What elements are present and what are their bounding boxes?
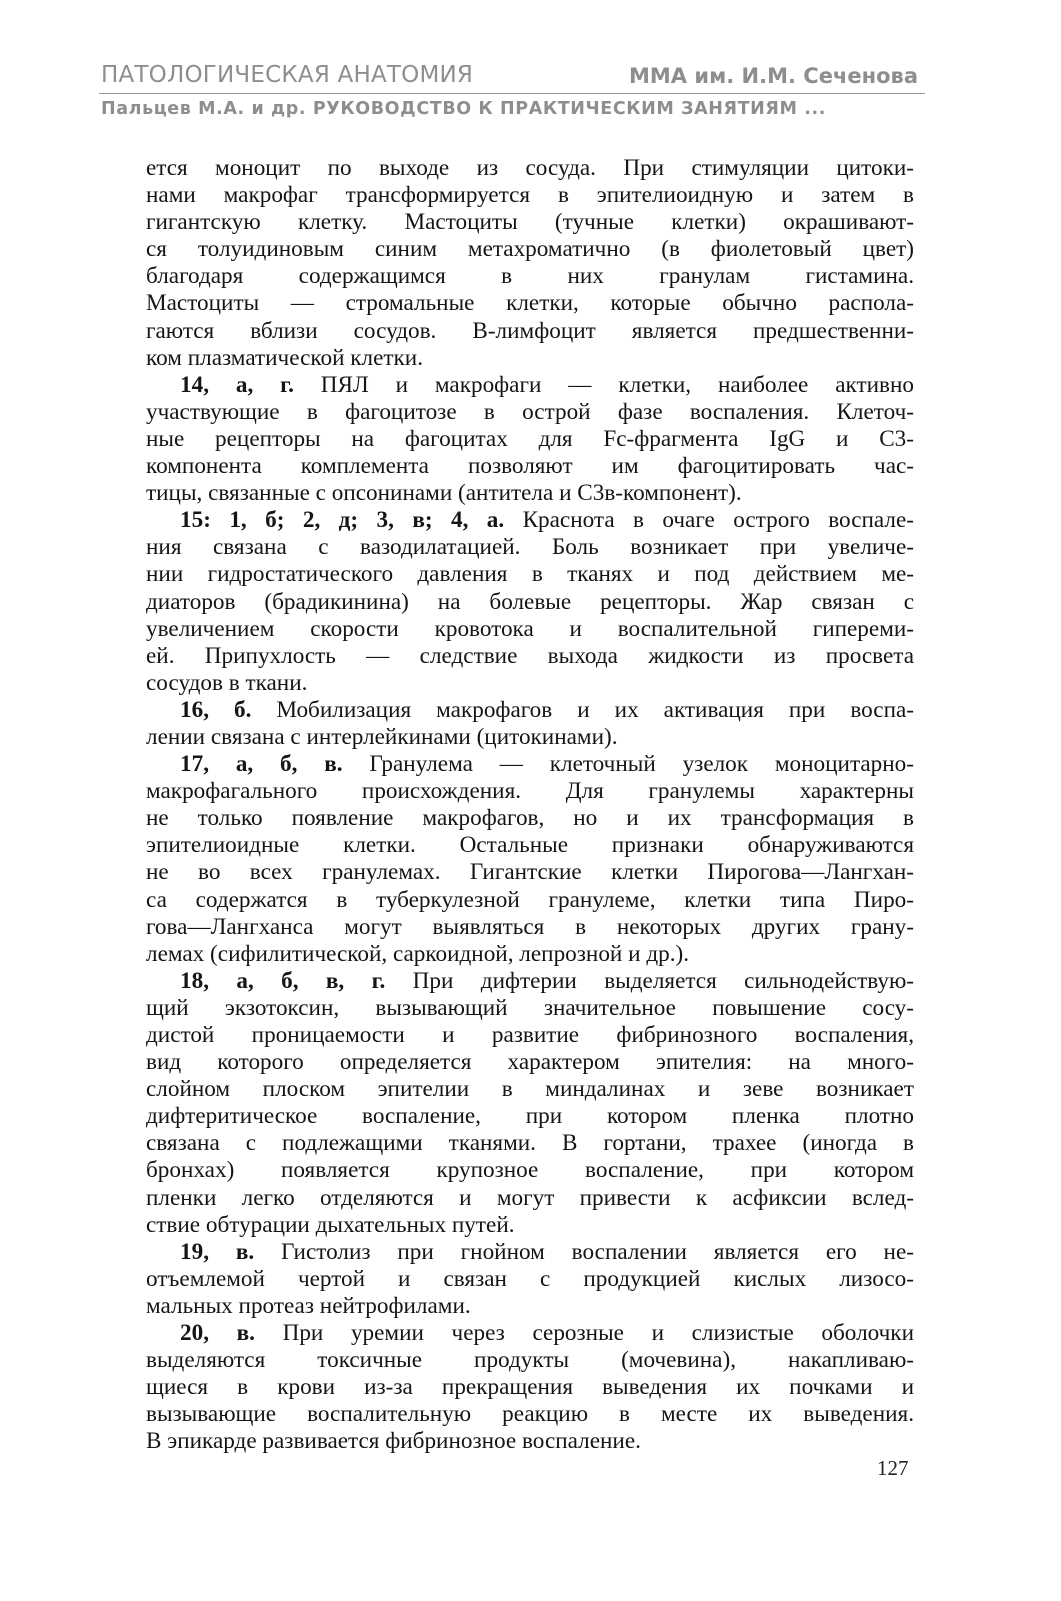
answer-first-line	[146, 697, 914, 724]
answer-label: 15: 1, б; 2, д; 3, в; 4, а.	[180, 507, 505, 534]
answer-first-line	[146, 507, 914, 534]
answer-line: участвующие в фагоцитозе в острой фазе воспаления. Клеточ-	[146, 398, 914, 425]
continuation-line: ся толуидиновым синим метахроматично (в фиолетовый цвет)	[146, 236, 914, 263]
answer-line: макрофагального происхождения. Для гранулемы характерны	[146, 778, 914, 805]
continuation-line: нами макрофаг трансформируется в эпителиоидную и затем в	[146, 182, 914, 209]
answer-text: Мобилизация макрофагов и их активация при воспа-	[251, 696, 915, 723]
answer-line: диаторов (брадикинина) на болевые рецепторы. Жар связан с	[146, 588, 914, 615]
answer-first-line	[146, 968, 914, 995]
answer-text: При дифтерии выделяется сильнодействую-	[385, 967, 914, 994]
running-header-subtitle: Пальцев М.А. и др. РУКОВОДСТВО К ПРАКТИЧЕСКИМ ЗАНЯТИЯМ ...	[101, 99, 826, 119]
answer-label: 16, б.	[180, 696, 252, 723]
answer-line: слойном плоском эпителии в миндалинах и зеве возникает	[146, 1076, 914, 1103]
answer-line: В эпикарде развивается фибринозное воспаление.	[146, 1428, 641, 1455]
answer-label: 20, в.	[180, 1320, 255, 1347]
answer-line: нии гидростатического давления в тканях и под действием ме-	[146, 561, 914, 588]
body-text	[146, 155, 914, 1456]
continuation-line: благодаря содержащимся в них гранулам гистамина.	[146, 263, 914, 290]
continuation-line: ком плазматической клетки.	[146, 344, 424, 371]
continuation-line: гигантскую клетку. Мастоциты (тучные клетки) окрашивают-	[146, 209, 914, 236]
answer-line: компонента комплемента позволяют им фагоцитировать час-	[146, 453, 914, 480]
answer-line: са содержатся в туберкулезной гранулеме, клетки типа Пиро-	[146, 886, 914, 913]
answer-line: щиеся в крови из-за прекращения выведения их почками и	[146, 1374, 914, 1401]
answer-line: ей. Припухлость — следствие выхода жидкости из просвета	[146, 642, 914, 669]
answer-text: Гистолиз при гнойном воспалении является его не-	[254, 1238, 914, 1265]
answer-label: 18, а, б, в, г.	[180, 967, 386, 994]
answer-line: щий экзотоксин, вызывающий значительное повышение сосу-	[146, 994, 914, 1021]
answer-line: вид которого определяется характером эпителия: на много-	[146, 1049, 914, 1076]
answer-text: Гранулема — клеточный узелок моноцитарно-	[342, 751, 914, 778]
page-number: 127	[877, 1456, 909, 1480]
answer-line: не во всех гранулемах. Гигантские клетки Пирогова—Лангхан-	[146, 859, 914, 886]
answer-line: отъемлемой чертой и связан с продукцией кислых лизосо-	[146, 1265, 914, 1292]
answer-line: эпителиоидные клетки. Остальные признаки обнаруживаются	[146, 832, 914, 859]
answer-line: пленки легко отделяются и могут привести к асфиксии вслед-	[146, 1184, 914, 1211]
answer-text: ПЯЛ и макрофаги — клетки, наиболее активно	[293, 371, 914, 398]
answer-line: лении связана с интерлейкинами (цитокинами).	[146, 723, 618, 750]
answer-line: дистой проницаемости и развитие фибринозного воспаления,	[146, 1022, 914, 1048]
answer-text: При уремии через серозные и слизистые оболочки	[254, 1320, 914, 1347]
answer-first-line	[146, 751, 914, 778]
answer-first-line	[146, 1239, 914, 1266]
running-header-institution: ММА им. И.М. Сеченова	[629, 64, 918, 88]
header-divider	[99, 93, 925, 94]
answer-line: гова—Лангханса могут выявляться в некоторых других грану-	[146, 913, 914, 940]
running-header-title: ПАТОЛОГИЧЕСКАЯ АНАТОМИЯ	[101, 62, 474, 88]
continuation-line: Мастоциты — стромальные клетки, которые обычно распола-	[146, 290, 914, 317]
continuation-line: гаются вблизи сосудов. В-лимфоцит является предшественни-	[146, 317, 914, 344]
answer-line: выделяются токсичные продукты (мочевина), накапливаю-	[146, 1347, 914, 1374]
answer-line: ния связана с вазодилатацией. Боль возникает при увеличе-	[146, 534, 914, 561]
answer-text: Краснота в очаге острого воспале-	[504, 507, 915, 534]
continuation-line: ется моноцит по выходе из сосуда. При стимуляции цитоки-	[146, 155, 914, 181]
answer-first-line	[146, 1320, 914, 1347]
answer-line: сосудов в ткани.	[146, 669, 308, 696]
answer-line: ствие обтурации дыхательных путей.	[146, 1211, 515, 1238]
answer-line: дифтеритическое воспаление, при котором пленка плотно	[146, 1103, 914, 1130]
answer-line: увеличением скорости кровотока и воспалительной гипереми-	[146, 615, 914, 642]
answer-line: не только появление макрофагов, но и их трансформация в	[146, 805, 914, 832]
answer-first-line	[146, 372, 914, 399]
answer-line: связана с подлежащими тканями. В гортани, трахее (иногда в	[146, 1130, 914, 1157]
answer-line: мальных протеаз нейтрофилами.	[146, 1292, 471, 1319]
answer-line: бронхах) появляется крупозное воспаление, при котором	[146, 1157, 914, 1184]
answer-line: тицы, связанные с опсонинами (антитела и С3в-компонент).	[146, 480, 742, 507]
answer-line: лемах (сифилитической, саркоидной, лепрозной и др.).	[146, 940, 690, 967]
answer-line: вызывающие воспалительную реакцию в месте их выведения.	[146, 1401, 914, 1428]
answer-label: 14, а, г.	[180, 371, 294, 398]
answer-line: ные рецепторы на фагоцитах для Fc-фрагмента IgG и С3-	[146, 425, 914, 452]
answer-label: 17, а, б, в.	[180, 751, 343, 778]
answer-label: 19, в.	[180, 1238, 255, 1265]
